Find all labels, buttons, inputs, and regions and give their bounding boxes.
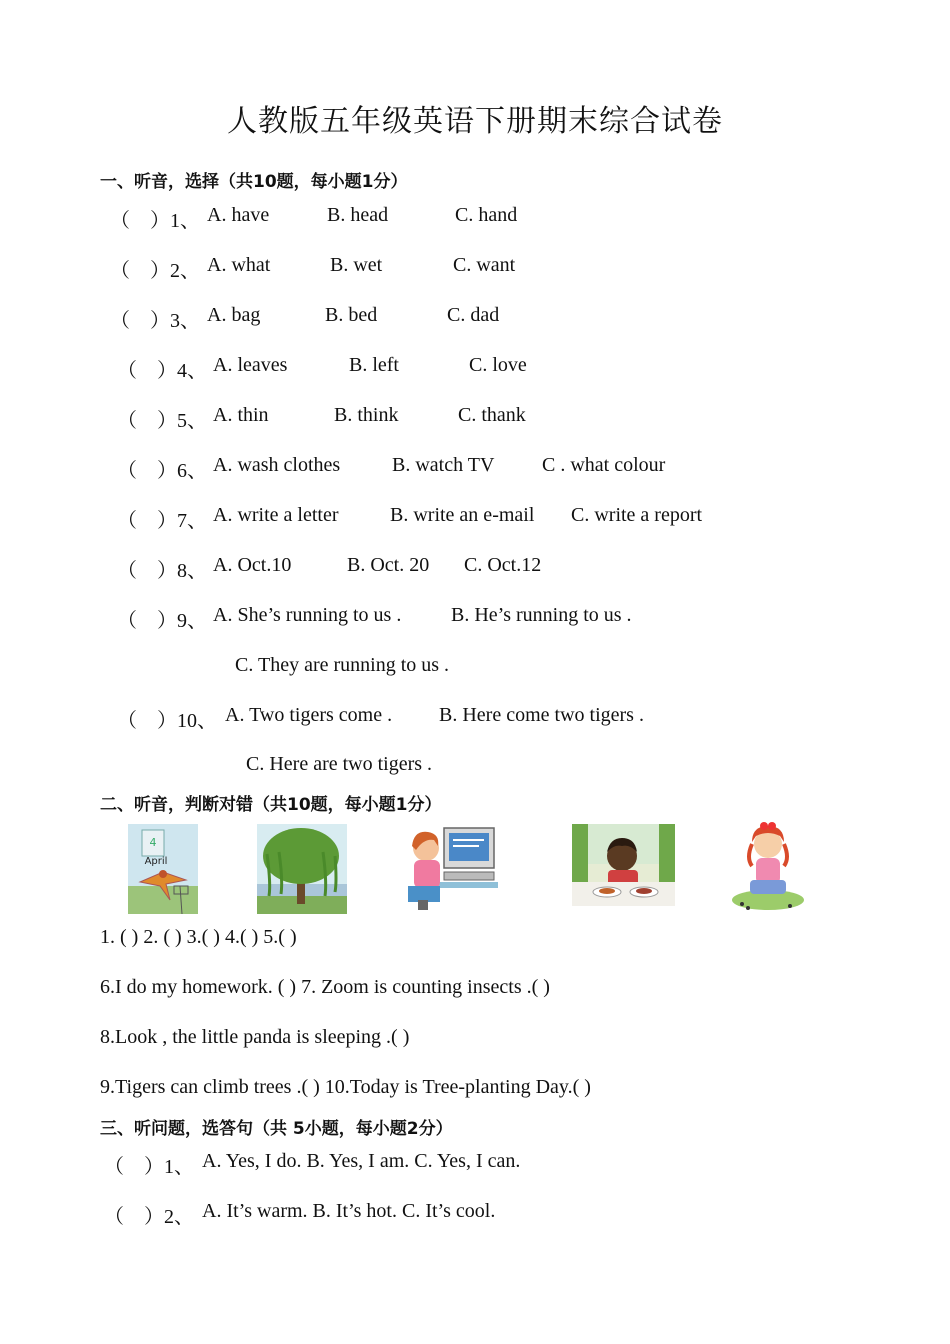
section3-question-1 [104, 1150, 194, 1179]
question-number: 2、 [164, 1206, 194, 1228]
answer-bracket[interactable]: （ ） [117, 610, 177, 632]
question-number: 6、 [177, 460, 207, 482]
boy-eating-picture [572, 824, 675, 906]
section-1-heading: 一、听音，选择（共10题，每小题1分） [100, 172, 408, 192]
girl-computer-picture [404, 824, 502, 910]
answer-bracket[interactable]: （ ） [110, 210, 170, 232]
option-b: B. left [349, 354, 399, 376]
question-7 [117, 504, 207, 533]
statement-9-10: 9.Tigers can climb trees .( ) 10.Today is Tree-planting Day.( ) [100, 1076, 591, 1098]
option-c: C . what colour [542, 454, 666, 476]
question-number: 5、 [177, 410, 207, 432]
answer-bracket[interactable]: （ ） [104, 1156, 164, 1178]
option-b: B. write an e-mail [390, 504, 535, 526]
section-2-heading: 二、听音，判断对错（共10题，每小题1分） [100, 795, 442, 815]
section3-options-2: A. It’s warm. B. It’s hot. C. It’s cool. [202, 1200, 496, 1222]
question-number: 7、 [177, 510, 207, 532]
answer-bracket[interactable]: （ ） [117, 360, 177, 382]
option-a: A. Oct.10 [213, 554, 292, 576]
answer-bracket[interactable]: （ ） [110, 260, 170, 282]
option-b: B. head [327, 204, 389, 226]
april-swallow-picture [128, 824, 198, 914]
option-b: B. bed [325, 304, 378, 326]
section3-options-1: A. Yes, I do. B. Yes, I am. C. Yes, I can. [202, 1150, 521, 1172]
question-1 [110, 204, 200, 233]
option-a: A. have [207, 204, 270, 226]
option-b: B. He’s running to us . [451, 604, 632, 626]
question-number: 1、 [164, 1156, 194, 1178]
statement-6-7: 6.I do my homework. ( ) 7. Zoom is counting insects .( ) [100, 976, 550, 998]
svg-text:4: 4 [149, 836, 157, 849]
option-c: C. dad [447, 304, 500, 326]
option-c: C. hand [455, 204, 518, 226]
question-number: 9、 [177, 610, 207, 632]
question-number: 4、 [177, 360, 207, 382]
question-number: 3、 [170, 310, 200, 332]
picture-label: April [144, 856, 168, 867]
option-c: C. They are running to us . [235, 654, 450, 676]
option-c: C. write a report [571, 504, 703, 526]
option-b: B. Here come two tigers . [439, 704, 644, 726]
option-b: B. wet [330, 254, 383, 276]
option-a: A. She’s running to us . [213, 604, 402, 626]
option-a: A. wash clothes [213, 454, 341, 476]
question-10 [117, 704, 217, 733]
question-number: 2、 [170, 260, 200, 282]
option-b: B. watch TV [392, 454, 495, 476]
section3-question-2 [104, 1200, 194, 1229]
question-number: 8、 [177, 560, 207, 582]
answer-bracket[interactable]: （ ） [117, 460, 177, 482]
girl-insects-picture [730, 818, 806, 912]
willow-tree-picture [257, 824, 347, 914]
answer-bracket[interactable]: （ ） [117, 710, 177, 732]
question-9 [117, 604, 207, 633]
answer-bracket[interactable]: （ ） [117, 510, 177, 532]
picture-answers: 1. ( ) 2. ( ) 3.( ) 4.( ) 5.( ) [100, 926, 297, 948]
question-4 [117, 354, 207, 383]
answer-bracket[interactable]: （ ） [104, 1206, 164, 1228]
option-c: C. Oct.12 [464, 554, 542, 576]
option-c: C. Here are two tigers . [246, 753, 433, 775]
answer-bracket[interactable]: （ ） [117, 560, 177, 582]
question-number: 1、 [170, 210, 200, 232]
statement-8: 8.Look , the little panda is sleeping .( ) [100, 1026, 410, 1048]
question-6 [117, 454, 207, 483]
answer-bracket[interactable]: （ ） [117, 410, 177, 432]
question-5 [117, 404, 207, 433]
option-a: A. Two tigers come . [225, 704, 393, 726]
option-a: A. write a letter [213, 504, 339, 526]
option-a: A. leaves [213, 354, 288, 376]
question-8 [117, 554, 207, 583]
option-b: B. Oct. 20 [347, 554, 430, 576]
option-a: A. bag [207, 304, 261, 326]
question-2 [110, 254, 200, 283]
option-c: C. thank [458, 404, 526, 426]
question-3 [110, 304, 200, 333]
option-c: C. love [469, 354, 527, 376]
option-a: A. what [207, 254, 271, 276]
option-a: A. thin [213, 404, 269, 426]
page-title: 人教版五年级英语下册期末综合试卷 [227, 104, 723, 139]
answer-bracket[interactable]: （ ） [110, 310, 170, 332]
option-c: C. want [453, 254, 516, 276]
option-b: B. think [334, 404, 399, 426]
question-number: 10、 [177, 710, 217, 732]
section-3-heading: 三、听问题，选答句（共 5小题，每小题2分） [100, 1119, 453, 1139]
